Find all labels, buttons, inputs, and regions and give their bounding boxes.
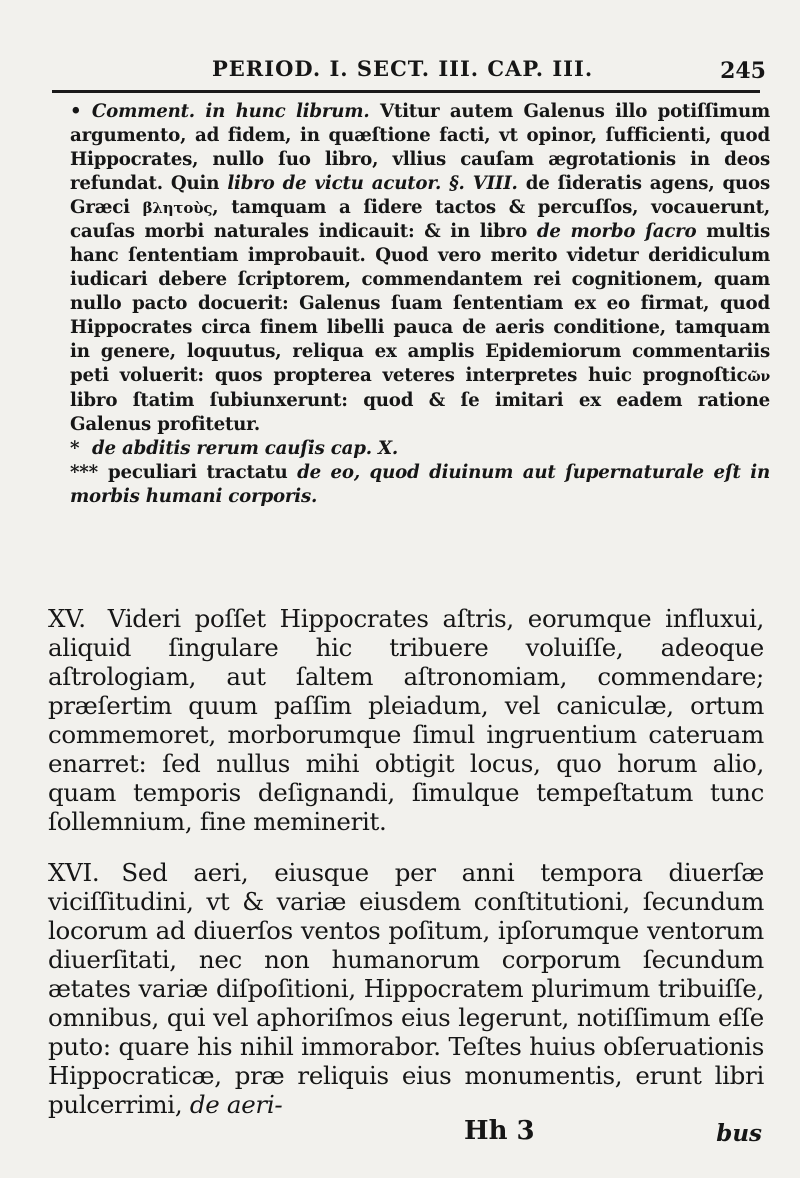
running-title: PERIOD. I. SECT. III. CAP. III. — [212, 56, 594, 81]
note-text: multis hanc ſententiam improbauit. Quod vero merito videtur deridiculum iudicari debere ſcriptorem, commendantem rei cognitionem, quam nullo pacto docuerit: Galenus ſuam ſententiam ex eo firmat, quod Hippocrates circa finem libelli pauca de aeris conditione, tamquam in genere, loquutus, reliqua ex amplis Epidemiorum commentariis peti voluerit: quos propterea veteres interpretes huic prognoſtic — [70, 221, 770, 386]
footnote-mark: * — [70, 438, 80, 459]
footnote-mark: *** — [70, 462, 98, 483]
note-italic: de morbo ſacro — [536, 221, 697, 242]
section-number: XV. — [48, 604, 86, 633]
footnote-text: peculiari tractatu — [108, 462, 298, 483]
catchword: bus — [716, 1120, 762, 1147]
running-head — [52, 54, 766, 94]
page-number: 245 — [720, 58, 766, 84]
main-text — [48, 604, 764, 1141]
header-rule — [52, 90, 760, 93]
note-italic: libro de victu acutor. §. VIII. — [227, 173, 518, 194]
note-label: Comment. in hunc librum. — [91, 101, 370, 122]
greek-word: βλητοὺς — [142, 199, 213, 217]
note-text: libro ſtatim ſubiunxerunt: quod & ſe imitari ex eadem ratione Galenus profitetur. — [70, 390, 770, 435]
note-mark: • — [70, 101, 82, 122]
signature-mark: Hh 3 — [464, 1116, 535, 1146]
commentary-notes — [70, 100, 770, 509]
section-number: XVI. — [48, 858, 100, 887]
commentary-paragraph — [70, 100, 770, 437]
note-text: de ſideratis agens, quos Græci — [70, 173, 771, 218]
section-italic: de aeri- — [189, 1090, 283, 1119]
greek-ending: ῶν — [747, 369, 770, 385]
section-text: Sed aeri, eiusque per anni tempora diuerſæ viciſſitudini, vt & variæ eiusdem conſtitutioni, ſecundum locorum ad diuerſos ventos poſitum, ipſorumque ventorum diuerſitati, nec non humanorum corporum ſecundum ætates variæ diſpoſitioni, Hippocratem plurimum tribuiſſe, omnibus, qui vel aphoriſmos eius legerunt, notiſſimum eſſe puto: quare his nihil immorabor. Teſtes huius obſeruationis Hippocraticæ, præ reliquis eius monumentis, erunt libri pulcerrimi, — [48, 858, 764, 1119]
section-15 — [48, 604, 764, 836]
footnote-2 — [70, 461, 770, 509]
footnote-italic: de eo, quod diuinum aut ſupernaturale eſt in morbis humani corporis. — [70, 462, 770, 507]
footnote-1 — [70, 437, 770, 461]
note-text: Vtitur autem Galenus illo potiſſimum argumento, ad fidem, in quæſtione facti, vt opinor, ſufficienti, quod Hippocrates, nullo ſuo libro, vllius cauſam ægrotationis in deos refundat. Quin — [70, 101, 771, 194]
section-text: Videri poſſet Hippocrates aſtris, eorumque influxui, aliquid ſingulare hic tribuere voluiſſe, adeoque aſtrologiam, aut ſaltem aſtronomiam, commendare; præſertim quum paſſim pleiadum, vel caniculæ, ortum commemoret, morborumque ſimul ingruentium cateruam enarret: ſed nullus mihi obtigit locus, quo horum alio, quam temporis deſignandi, ſimulque tempeſtatum tunc ſollemnium, fine meminerit. — [48, 604, 764, 836]
footnote-text: de abditis rerum cauſis cap. X. — [92, 438, 399, 459]
note-text: , tamquam a ſidere tactos & percuſſos, vocauerunt, cauſas morbi naturales indicauit: & in libro — [70, 197, 770, 242]
section-16 — [48, 858, 764, 1119]
